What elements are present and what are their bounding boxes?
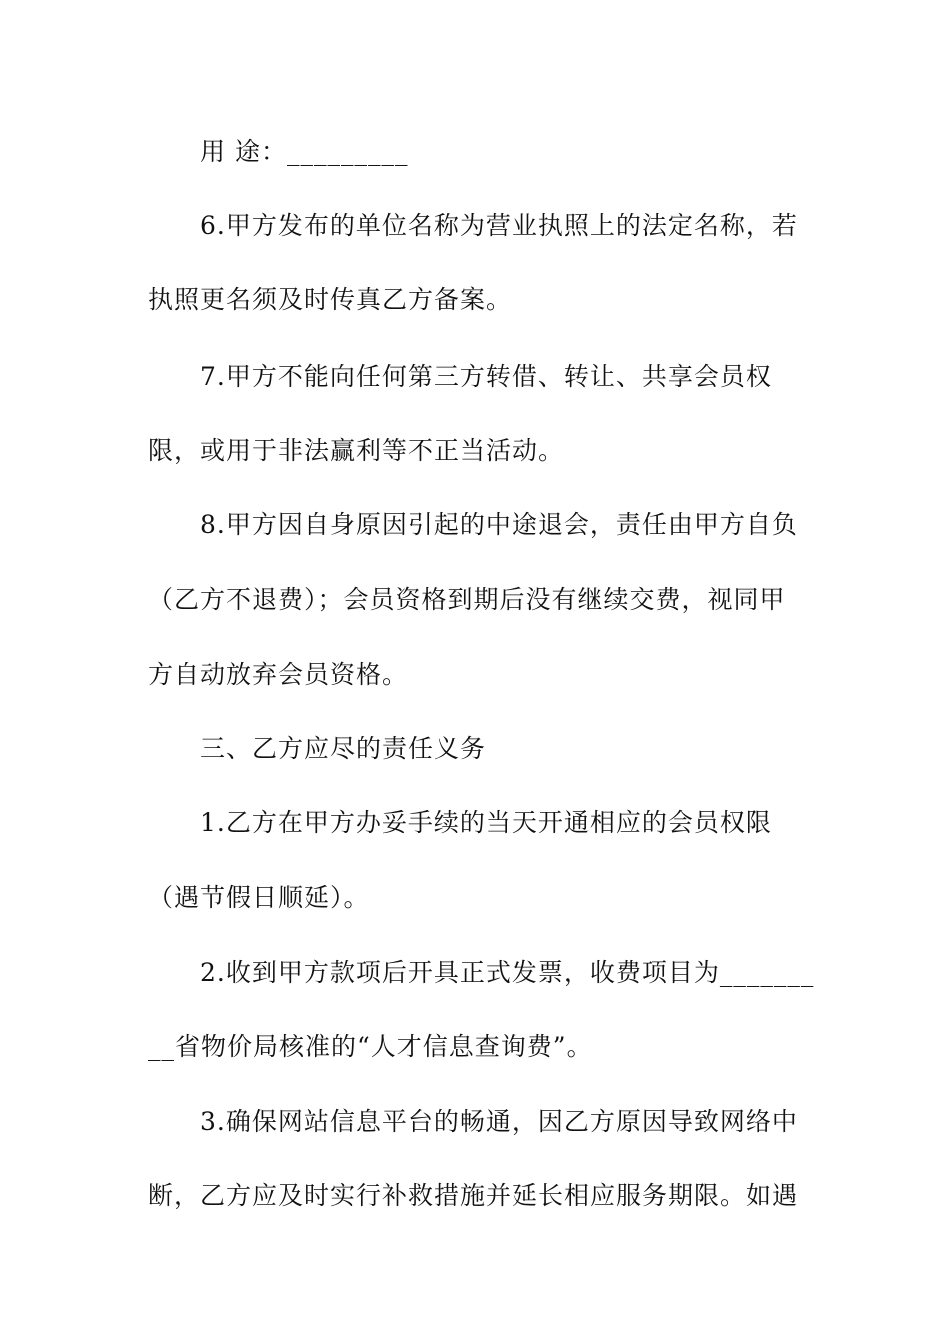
clause-6-line-1: 6.甲方发布的单位名称为营业执照上的法定名称，若: [200, 211, 798, 240]
duty-2-line-1: 2.收到甲方款项后开具正式发票，收费项目为_______: [200, 958, 815, 987]
duty-1-line-2: （遇节假日顺延）。: [148, 883, 370, 912]
duty-2-line-2: __省物价局核准的“人才信息查询费”。: [148, 1032, 593, 1061]
clause-8-line-3: 方自动放弃会员资格。: [148, 660, 409, 689]
clause-8-line-1: 8.甲方因自身原因引起的中途退会，责任由甲方自负: [200, 510, 798, 539]
duty-1-line-1: 1.乙方在甲方办妥手续的当天开通相应的会员权限: [200, 808, 772, 837]
duty-3-line-1: 3.确保网站信息平台的畅通，因乙方原因导致网络中: [200, 1107, 798, 1136]
usage-line: 用 途：_________: [200, 137, 409, 166]
clause-7-line-1: 7.甲方不能向任何第三方转借、转让、共享会员权: [200, 362, 772, 391]
duty-3-line-2: 断，乙方应及时实行补救措施并延长相应服务期限。如遇: [148, 1181, 799, 1210]
clause-7-line-2: 限，或用于非法赢利等不正当活动。: [148, 436, 565, 465]
clause-6-line-2: 执照更名须及时传真乙方备案。: [148, 285, 513, 314]
section-3-heading: 三、乙方应尽的责任义务: [200, 734, 487, 763]
clause-8-line-2: （乙方不退费）；会员资格到期后没有继续交费，视同甲: [148, 585, 786, 614]
